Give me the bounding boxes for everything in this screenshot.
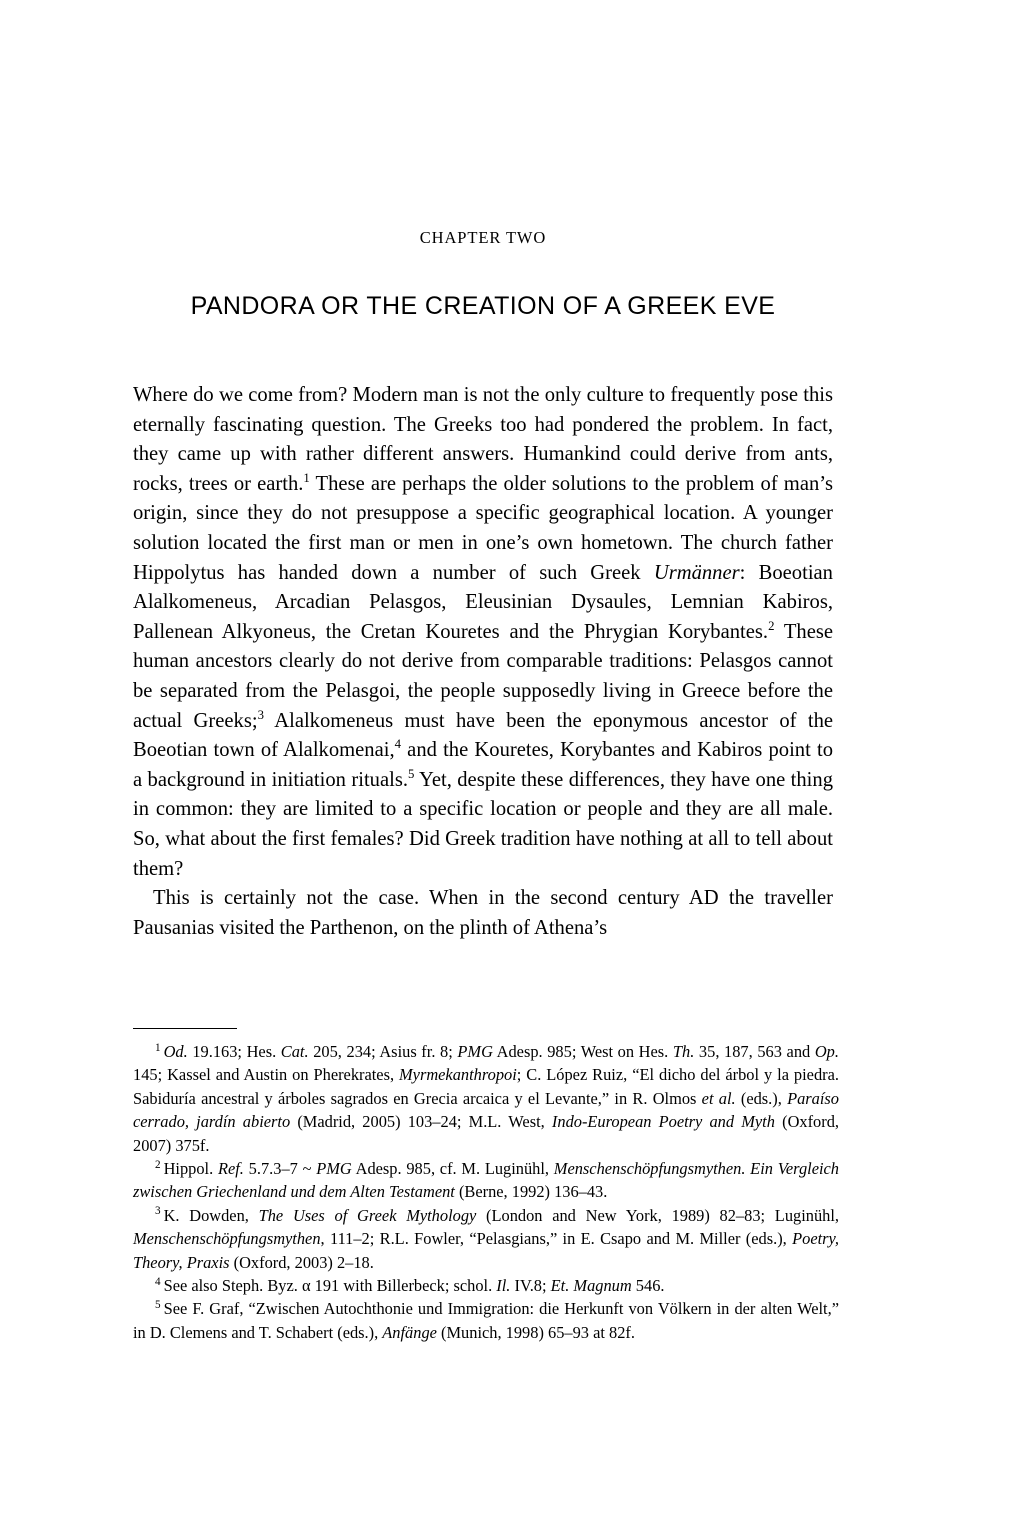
- paragraph-1: [133, 381, 833, 884]
- p1-seg3: : Boeotian Alalkomeneus, Arcadian Pelasgos, Eleusinian Dysaules, Lemnian Kabiros, Pallenean Alkyoneus, the Cretan Kouretes and the Phrygian Korybantes.: [133, 561, 833, 643]
- footnote-text: PMG: [457, 1042, 493, 1061]
- footnote-ref-4[interactable]: 4: [394, 737, 401, 752]
- footnote-text: IV.8;: [510, 1276, 551, 1296]
- footnote-text: K. Dowden,: [163, 1205, 259, 1225]
- footnote-text: (Oxford, 2007) 375f.: [133, 1112, 840, 1155]
- footnote-text: (Madrid, 2005) 103–24; M.L. West,: [290, 1112, 552, 1132]
- footnote-text: Menschenschöpfungsmythen: [133, 1229, 321, 1249]
- p1-seg1: Where do we come from? Modern man is not the only culture to frequently pose this eternally fascinating question. The Greeks too had pondered the problem. In fact, they came up with rather different answers. Humankind could derive from ants, rocks, trees or earth.: [133, 384, 833, 495]
- footnote-ref-3[interactable]: 3: [257, 707, 264, 722]
- footnote-text: Th.: [672, 1042, 695, 1061]
- footnote-text: Op.: [814, 1042, 839, 1061]
- p1-seg6: and the Kouretes, Korybantes and Kabiros point to a background in initiation rituals.: [133, 739, 833, 791]
- footnote-text: et al.: [701, 1088, 736, 1108]
- footnote-ref-5[interactable]: 5: [408, 766, 415, 781]
- footnote-text: See also Steph. Byz. α 191 with Billerbeck; schol.: [163, 1276, 497, 1296]
- footnote-text: (Munich, 1998) 65–93 at 82f.: [436, 1322, 635, 1342]
- footnote-marker: 1: [155, 1041, 161, 1054]
- page-content: [133, 228, 833, 943]
- footnote-text: Myrmekanthropoi: [399, 1065, 517, 1085]
- footnote-marker: 5: [155, 1299, 161, 1311]
- footnote-text: PMG: [316, 1159, 352, 1179]
- footnote-text: 35, 187, 563 and: [694, 1042, 815, 1061]
- footnote-text: (eds.),: [735, 1088, 788, 1108]
- p1-italic-urmanner: Urmänner: [653, 561, 740, 584]
- footnote-text: (Berne, 1992) 136–43.: [454, 1182, 608, 1202]
- footnote-text: 145; Kassel and Austin on Pherekrates,: [133, 1065, 400, 1085]
- footnote-text: Od.: [163, 1042, 188, 1061]
- p1-seg2: These are perhaps the older solutions to the problem of man’s origin, since they do not presuppose a specific geographical location. A younger solution located the first man or men in one’s own hometown. The church father Hippolytus has handed down a number of such Greek: [133, 472, 833, 584]
- footnote-text: 19.163; Hes.: [187, 1042, 281, 1061]
- p1-seg7: Yet, despite these differences, they have one thing in common: they are limited to a specific location or people and they are all male. So, what about the first females? Did Greek tradition have nothing at all to tell about them?: [133, 768, 833, 880]
- footnotes: [133, 1040, 839, 1344]
- footnote-text: Paraíso cerrado, jardín abierto: [133, 1088, 839, 1132]
- footnote-text: (Oxford, 2003) 2–18.: [229, 1252, 374, 1272]
- footnote-1: [133, 1040, 839, 1157]
- footnote-4: [133, 1274, 839, 1297]
- footnote-ref-1[interactable]: 1: [303, 470, 310, 485]
- footnote-text: Indo-European Poetry and Myth: [551, 1112, 775, 1132]
- footnote-text: Adesp. 985; West on Hes.: [492, 1042, 673, 1061]
- footnote-text: Anfänge: [382, 1322, 437, 1342]
- footnote-2: [133, 1157, 839, 1204]
- footnote-text: , 111–2; R.L. Fowler, “Pelasgians,” in E. Csapo and M. Miller (eds.),: [320, 1229, 793, 1249]
- p1-seg5: Alalkomeneus must have been the eponymous ancestor of the Boeotian town of Alalkomenai,: [133, 709, 834, 762]
- footnote-text: Poetry, Theory, Praxis: [133, 1229, 839, 1272]
- footnote-text: Et. Magnum: [550, 1276, 632, 1296]
- footnote-text: 5.7.3–7 ~: [243, 1159, 317, 1179]
- footnote-3: [133, 1204, 839, 1274]
- footnote-text: ; C. López Ruiz, “El dicho del árbol y la piedra. Sabiduría ancestral y árboles sagrados en Grecia arcaica y el Levante,” in R. Olmos: [133, 1065, 839, 1108]
- footnote-text: The Uses of Greek Mythology: [258, 1205, 477, 1225]
- body-text: [133, 381, 833, 943]
- footnote-marker: 3: [155, 1205, 161, 1218]
- footnote-text: 205, 234; Asius fr. 8;: [308, 1042, 458, 1061]
- footnote-text: Ref.: [217, 1159, 244, 1179]
- footnote-5: [133, 1297, 839, 1344]
- footnote-text: Adesp. 985, cf. M. Luginühl,: [351, 1159, 554, 1179]
- footnote-marker: 2: [155, 1158, 161, 1171]
- footnote-text: See F. Graf, “Zwischen Autochthonie und Immigration: die Herkunft von Völkern in der alten Welt,” in D. Clemens and T. Schabert (eds.),: [133, 1299, 839, 1342]
- footnote-text: Il.: [496, 1276, 511, 1296]
- footnote-marker: 4: [155, 1275, 161, 1288]
- page-title: PANDORA OR THE CREATION OF A GREEK EVE: [190, 292, 776, 320]
- chapter-label: CHAPTER TWO: [419, 228, 547, 247]
- footnote-text: Menschenschöpfungsmythen. Ein Vergleich zwischen Griechenland und dem Alten Testament: [133, 1159, 839, 1202]
- footnote-text: Hippol.: [163, 1159, 218, 1179]
- p1-seg4: These human ancestors clearly do not derive from comparable traditions: Pelasgos cannot be separated from the Pelasgoi, the people supposedly living in Greece before the actual Greeks;: [133, 620, 834, 732]
- footnote-text: 546.: [631, 1276, 665, 1296]
- footnote-ref-2[interactable]: 2: [768, 618, 775, 633]
- footnote-text: Cat.: [280, 1042, 309, 1061]
- footnote-separator: [133, 1028, 237, 1029]
- footnote-text: (London and New York, 1989) 82–83; Luginühl,: [476, 1205, 839, 1225]
- paragraph-2: This is certainly not the case. When in the second century AD the traveller Pausanias visited the Parthenon, on the plinth of Athena’s: [133, 887, 833, 939]
